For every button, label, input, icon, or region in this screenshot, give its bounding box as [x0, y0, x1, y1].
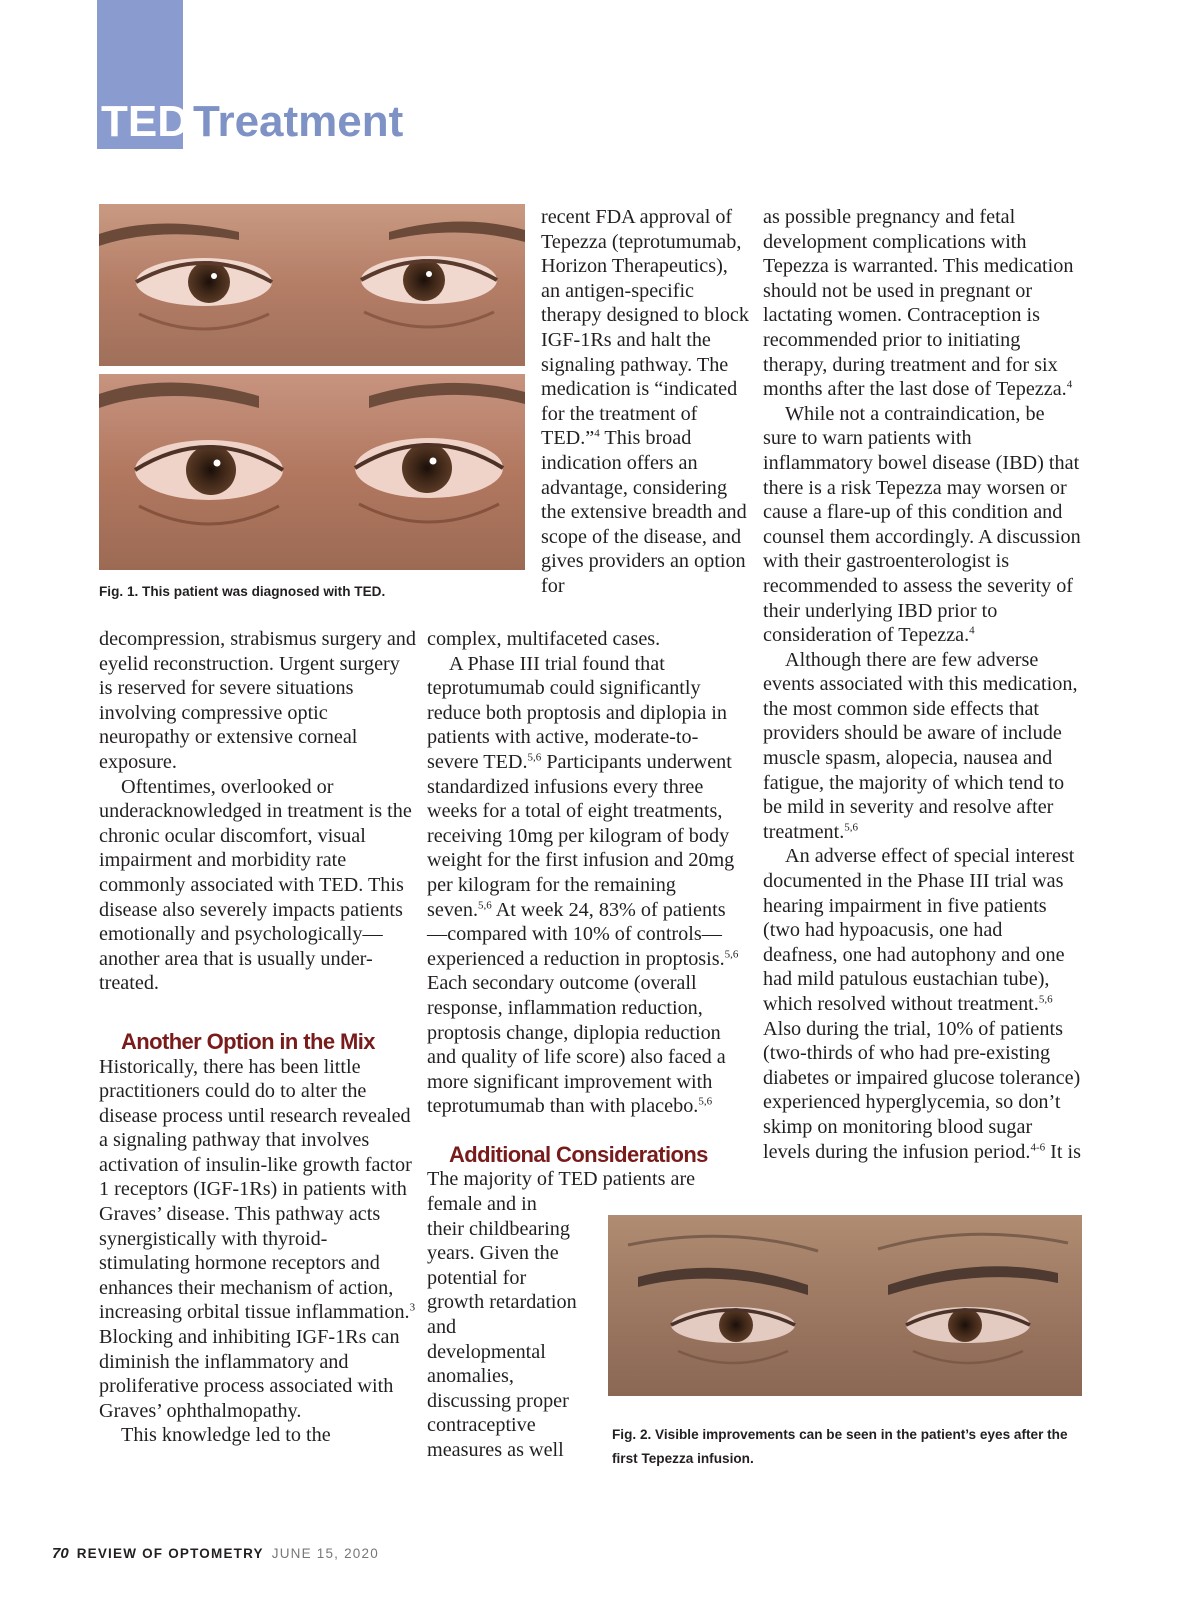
fig1-caption: Fig. 1. This patient was diagnosed with TED.: [99, 584, 386, 599]
column-1: [99, 627, 417, 1448]
section-title-treatment: Treatment: [193, 97, 404, 146]
col2-paragraph-2: A Phase III trial found that teprotumumab could significantly reduce both proptosis and diplopia in patients with active, moderate-to-severe TED.$^{5,6}$ Participants underwent standardized infusions every three weeks for a total of eight treatments, receiving 10mg per kilogram of body weight for the first infusion and 20mg per kilogram for the remaining seven.$^{5,6}$ At week 24, 83% of patients—compared with 10% of controls—experienced a reduction in proptosis.$^{5,6}$ Each secondary outcome (overall response, inflammation reduction, proptosis change, diplopia reduction and quality of life score) also faced a more significant improvement with teprotumumab than with placebo.$^{5,6}$: [427, 652, 739, 1118]
reference-superscript: 3: [409, 1301, 416, 1314]
column-3: [763, 205, 1081, 1164]
col2-paragraph-3-lead: The majority of TED patients are: [427, 1168, 696, 1191]
col1-paragraph-3: Historically, there has been little practitioners could do to alter the disease process until research revealed a signaling pathway that involves activation of insulin-like growth factor 1 receptors (IGF-1Rs) in patients with Graves’ disease. This pathway acts synergistically with thyroid-stimulating hormone receptors and enhances their mechanism of action, increasing orbital tissue inflammation.$^3$ Blocking and inhibiting IGF-1Rs can diminish the inflammatory and proliferative process associated with Graves’ ophthalmopathy.: [99, 1055, 416, 1422]
fig1-photo-before: [99, 204, 525, 366]
col1-paragraph-2: Oftentimes, overlooked or underacknowledged in treatment is the chronic ocular discomfort, visual impairment and morbidity rate commonly associated with TED. This disease also severely impacts patients emotionally and psychologically—another area that is usually under-treated.: [99, 775, 412, 995]
issue-date: JUNE 15, 2020: [271, 1546, 379, 1561]
col1-paragraph-1: decompression, strabismus surgery and eyelid reconstruction. Urgent surgery is reserved for severe situations involving compressive optic neuropathy or extensive corneal exposure.: [99, 628, 416, 773]
section-title-ted: TED: [101, 97, 189, 146]
magazine-name: REVIEW OF OPTOMETRY: [76, 1546, 264, 1561]
col2-continuation: complex, multifaceted cases.: [427, 628, 661, 650]
col3-paragraph-1: as possible pregnancy and fetal development complications with Tepezza is warranted. This medication should not be used in pregnant or lactating women. Contraception is recommended prior to initiating therapy, during treatment and for six months after the last dose of Tepezza.$^4$: [763, 206, 1074, 401]
col3-paragraph-2: While not a contraindication, be sure to warn patients with inflammatory bowel disease (IBD) that there is a risk Tepezza may worsen or cause a flare-up of this condition and counsel them accordingly. A discussion with their gastroenterologist is recommended to assess the severity of their underlying IBD prior to consideration of Tepezza.$^4$: [763, 402, 1081, 647]
section-title: [101, 98, 403, 146]
subhead-additional-considerations: Additional Considerations: [449, 1141, 708, 1167]
page-footer: [52, 1545, 379, 1562]
col3-paragraph-4: An adverse effect of special interest documented in the Phase III trial was hearing impairment in five patients (two had hypoacusis, one had deafness, one had autophony and one had mild patulous eustachian tube), which resolved without treatment.$^{5,6}$ Also during the trial, 10% of patients (two-thirds of who had pre-existing diabetes or impaired glucose tolerance) experienced hyperglycemia, so don’t skimp on monitoring blood sugar levels during the infusion period.$^{4-6}$ It is: [763, 845, 1081, 1163]
subhead-another-option: Another Option in the Mix: [121, 1028, 375, 1054]
col2-paragraph-3: female and in their childbearing years. Given the potential for growth retardation and developmental anomalies, discussing proper contraceptive measures as well: [427, 1193, 577, 1461]
fig1-photo-after: [99, 374, 525, 570]
page-number: 70: [52, 1545, 69, 1562]
col2-paragraph-1: recent FDA approval of Tepezza (teprotumumab, Horizon Therapeutics), an antigen-specific therapy designed to block IGF-1Rs and halt the signaling pathway. The medication is “indicated for the treatment of TED.”$^4$ This broad indication offers an advantage, considering the extensive breadth and scope of the disease, and gives providers an option for: [541, 206, 749, 597]
col3-paragraph-3: Although there are few adverse events associated with this medication, the most common side effects that providers should be aware of include muscle spasm, alopecia, nausea and fatigue, the majority of which tend to be mild in severity and resolve after treatment.$^{5,6}$: [763, 648, 1078, 843]
reference-superscript: 4: [594, 427, 600, 440]
fig2-caption: Fig. 2. Visible improvements can be seen in the patient’s eyes after the first Tepezza infusion.: [612, 1427, 1068, 1466]
col1-paragraph-4: This knowledge led to the: [121, 1424, 331, 1447]
column-2-top: [541, 205, 751, 599]
fig2-photo: [608, 1215, 1082, 1396]
